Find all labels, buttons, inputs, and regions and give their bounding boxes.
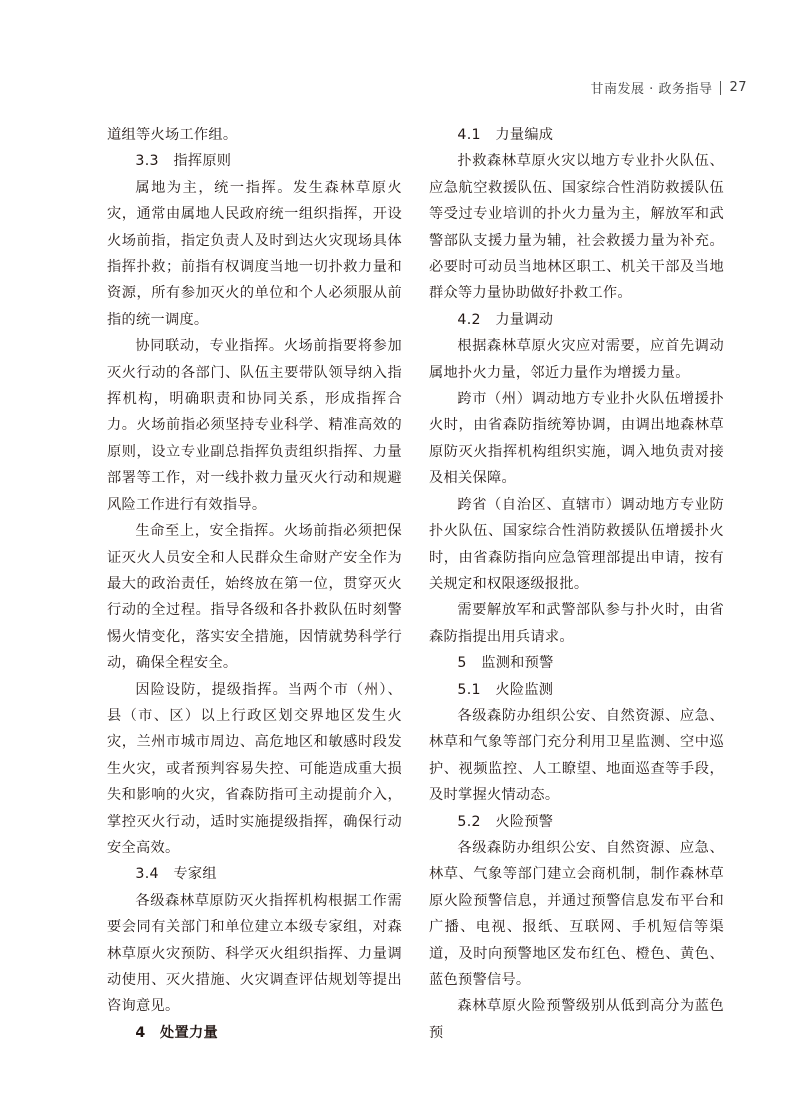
left-column — [107, 122, 402, 1046]
paragraph: 协同联动，专业指挥。火场前指要将参加灭火行动的各部门、队伍主要带队领导纳入指挥机构，明确职责和协同关系，形成指挥合力。火场前指必须坚持专业科学、精准高效的原则，设立专业副总指挥负责组织指挥、力量部署等工作，对一线扑救力量灭火行动和规避风险工作进行有效指导。 — [107, 338, 402, 513]
paragraph: 扑救森林草原火灾以地方专业扑火队伍、应急航空救援队伍、国家综合性消防救援队伍等受过专业培训的扑火力量为主，解放军和武警部队支援力量为辅，社会救援力量为补充。必要时可动员当地林区职工、机关干部及当地群众等力量协助做好扑救工作。 — [429, 153, 724, 302]
running-header — [591, 78, 747, 97]
section-heading-5-1: 5.1 火险监测 — [457, 681, 554, 698]
section-heading-5: 5 监测和预警 — [457, 655, 554, 672]
paragraph: 属地为主，统一指挥。发生森林草原火灾，通常由属地人民政府统一组织指挥，开设火场前指，指定负责人及时到达火灾现场具体指挥扑救；前指有权调度当地一切扑救力量和资源，所有参加灭火的单位和个人必须服从前指的统一调度。 — [107, 179, 402, 328]
section-heading-4-1: 4.1 力量编成 — [457, 127, 554, 143]
section-heading-4-2: 4.2 力量调动 — [457, 311, 554, 328]
header-divider — [720, 81, 721, 95]
paragraph: 各级森防办组织公安、自然资源、应急、林草、气象等部门建立会商机制，制作森林草原火险预警信息，并通过预警信息发布平台和广播、电视、报纸、互联网、手机短信等渠道，及时向预警地区发布红色、橙色、黄色、蓝色预警信号。 — [429, 839, 724, 988]
paragraph: 因险设防，提级指挥。当两个市（州）、县（市、区）以上行政区划交界地区发生火灾，兰州市城市周边、高危地区和敏感时段发生火灾，或者预判容易失控、可能造成重大损失和影响的火灾，省森防指可主动提前介入，掌控灭火行动，适时实施提级指挥，确保行动安全高效。 — [107, 681, 402, 856]
paragraph: 需要解放军和武警部队参与扑火时，由省森防指提出用兵请求。 — [429, 602, 724, 645]
section-heading-4: 4 处置力量 — [135, 1024, 219, 1041]
paragraph: 根据森林草原火灾应对需要，应首先调动属地扑火力量，邻近力量作为增援力量。 — [429, 338, 724, 381]
right-column — [429, 122, 724, 1046]
paragraph: 道组等火场工作组。 — [107, 127, 238, 143]
paragraph: 跨市（州）调动地方专业扑火队伍增援扑火时，由省森防指统筹协调，由调出地森林草原防灭火指挥机构组织实施，调入地负责对接及相关保障。 — [429, 391, 724, 487]
paragraph: 跨省（自治区、直辖市）调动地方专业防扑火队伍、国家综合性消防救援队伍增援扑火时，由省森防指向应急管理部提出申请，按有关规定和权限逐级报批。 — [429, 496, 724, 592]
paragraph: 生命至上，安全指挥。火场前指必须把保证灭火人员安全和人民群众生命财产安全作为最大的政治责任，始终放在第一位，贯穿灭火行动的全过程。指导各级和各扑救队伍时刻警惕火情变化，落实安全措施，因情就势科学行动，确保全程安全。 — [107, 523, 402, 672]
header-title: 甘南发展 · 政务指导 — [590, 82, 713, 97]
paragraph: 各级森防办组织公安、自然资源、应急、林草和气象等部门充分利用卫星监测、空中巡护、视频监控、人工瞭望、地面巡查等手段，及时掌握火情动态。 — [429, 707, 724, 804]
paragraph: 森林草原火险预警级别从低到高分为蓝色预 — [429, 998, 724, 1041]
section-heading-5-2: 5.2 火险预警 — [457, 813, 554, 830]
section-heading-3-3: 3.3 指挥原则 — [135, 153, 232, 170]
section-heading-3-4: 3.4 专家组 — [135, 866, 217, 883]
paragraph: 各级森林草原防灭火指挥机构根据工作需要会同有关部门和单位建立本级专家组，对森林草原火灾预防、科学灭火组织指挥、力量调动使用、灭火措施、火灾调查评估规划等提出咨询意见。 — [107, 892, 402, 1015]
page-number: 27 — [729, 80, 747, 95]
